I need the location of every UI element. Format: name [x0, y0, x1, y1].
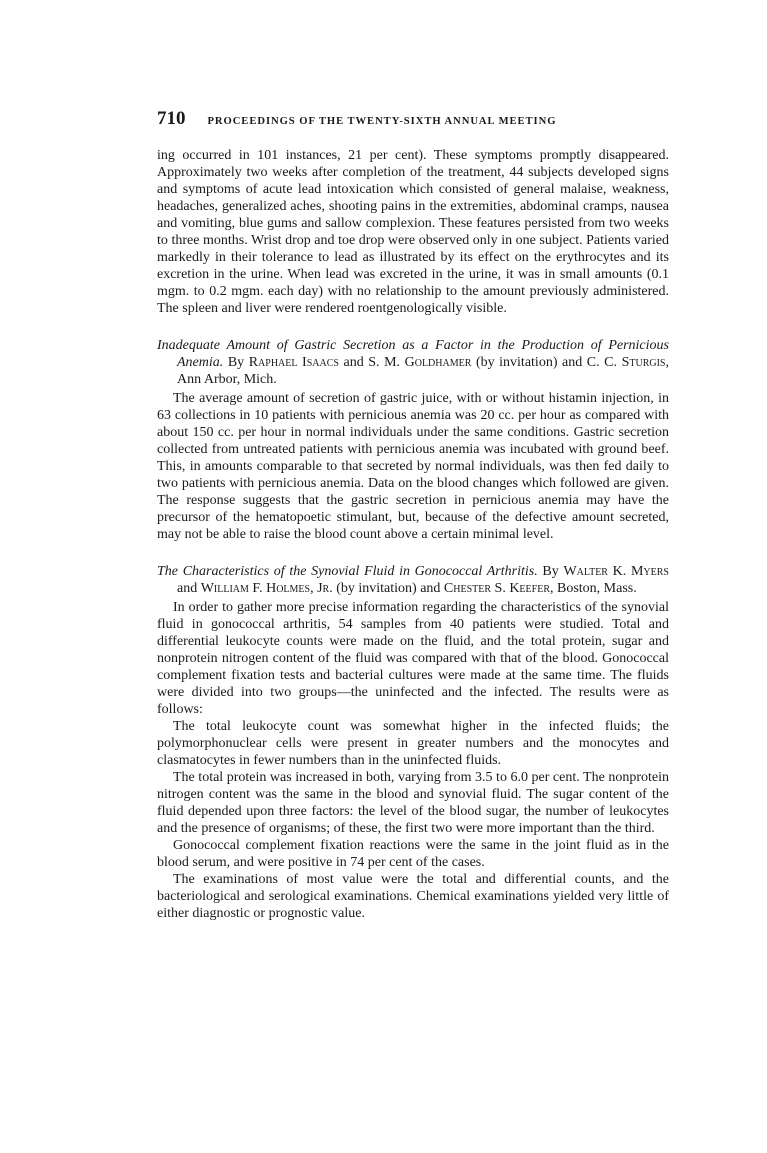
- byline-by: By: [223, 355, 249, 370]
- running-head: [157, 108, 669, 130]
- author-name: Goldhamer: [404, 355, 472, 370]
- byline-connector: and: [177, 581, 201, 596]
- abstract-paragraph: The examinations of most value were the total and differential counts, and the bacteriological and serological examinations. Chemical examinations yielded very little of either diagnostic or prognostic value.: [157, 872, 669, 921]
- author-name: Walter K. Myers: [563, 564, 669, 579]
- abstract-paragraph: The total protein was increased in both, varying from 3.5 to 6.0 per cent. The nonprotein nitrogen content was the same in the blood and synovial fluid. The sugar content of the fluid depended upon three factors: the level of the blood sugar, the number of leukocytes and the presence of organisms; of these, the first two were more important than the third.: [157, 770, 669, 836]
- author-name: William F. Holmes, Jr.: [200, 581, 333, 596]
- byline-connector: (by invitation) and: [332, 581, 444, 596]
- abstract-body: The average amount of secretion of gastric juice, with or without histamin injection, in 63 collections in 10 patients with pernicious anemia was 20 cc. per hour as compared with about 150 cc. per hour in normal individuals under the same conditions. Gastric secretion collected from untreated patients with pernicious anemia was incubated with ground beef. This, in amounts comparable to that secreted by normal individuals, was then fed daily to two patients with pernicious anemia. Data on the blood changes which followed are given. The response suggests that the gastric secretion in pernicious anemia may have the precursor of the hematopoetic stimulant, but, because of the defective amount secreted, may not be able to raise the blood count above a certain minimal level.: [157, 391, 669, 542]
- abstract-title: Inadequate Amount of Gastric Secretion as a Factor in the Production of Pernicious Anemia.: [157, 338, 669, 370]
- page-number: 710: [157, 108, 186, 129]
- author-name: Sturgis: [621, 355, 666, 370]
- abstract-gastric-secretion: [157, 337, 669, 543]
- continued-abstract: [157, 147, 669, 317]
- author-name: Raphael Isaacs: [248, 355, 339, 370]
- journal-title: PROCEEDINGS OF THE TWENTY-SIXTH ANNUAL MEETING: [207, 116, 557, 127]
- author-location: , Ann Arbor, Mich.: [177, 355, 669, 387]
- byline-by: By: [537, 564, 564, 579]
- byline-connector: (by invitation) and C. C.: [471, 355, 622, 370]
- abstract-paragraph: The total leukocyte count was somewhat higher in the infected fluids; the polymorphonuclear cells were present in greater numbers and the monocytes and clasmatocytes in fewer numbers than in the uninfected fluids.: [157, 719, 669, 768]
- author-name: Chester S. Keefer: [443, 581, 550, 596]
- abstract-heading: [157, 337, 669, 388]
- continuation-paragraph: ing occurred in 101 instances, 21 per cent). These symptoms promptly disappeared. Approximately two weeks after completion of the treatment, 44 subjects developed signs and symptoms of acute lead intoxication which consisted of general malaise, weakness, headaches, generalized aches, shooting pains in the extremities, abdominal cramps, nausea and vomiting, blue gums and sallow complexion. These features persisted from two weeks to three months. Wrist drop and toe drop were observed only in one subject. Patients varied markedly in their tolerance to lead as illustrated by its effect on the erythrocytes and its excretion in the urine. When lead was excreted in the urine, it was in small amounts (0.1 mgm. to 0.2 mgm. each day) with no relationship to the amount previously administered. The spleen and liver were rendered roentgenologically visible.: [157, 148, 669, 316]
- page: [157, 108, 669, 922]
- abstract-paragraph: Gonococcal complement fixation reactions were the same in the joint fluid as in the blood serum, and were positive in 74 per cent of the cases.: [157, 838, 669, 870]
- abstract-heading: [157, 563, 669, 597]
- abstract-title: The Characteristics of the Synovial Fluid in Gonococcal Arthritis.: [157, 564, 538, 579]
- abstract-synovial-fluid: [157, 563, 669, 922]
- byline-connector: and S. M.: [338, 355, 405, 370]
- abstract-paragraph: In order to gather more precise information regarding the characteristics of the synovial fluid in gonococcal arthritis, 54 samples from 40 patients were studied. Total and differential leukocyte counts were made on the fluid, and the total protein, sugar and nonprotein nitrogen content of the fluid was compared with that of the blood. Gonococcal complement fixation tests and bacterial cultures were made at the same time. The fluids were divided into two groups—the uninfected and the infected. The results were as follows:: [157, 600, 669, 717]
- author-location: , Boston, Mass.: [550, 581, 637, 596]
